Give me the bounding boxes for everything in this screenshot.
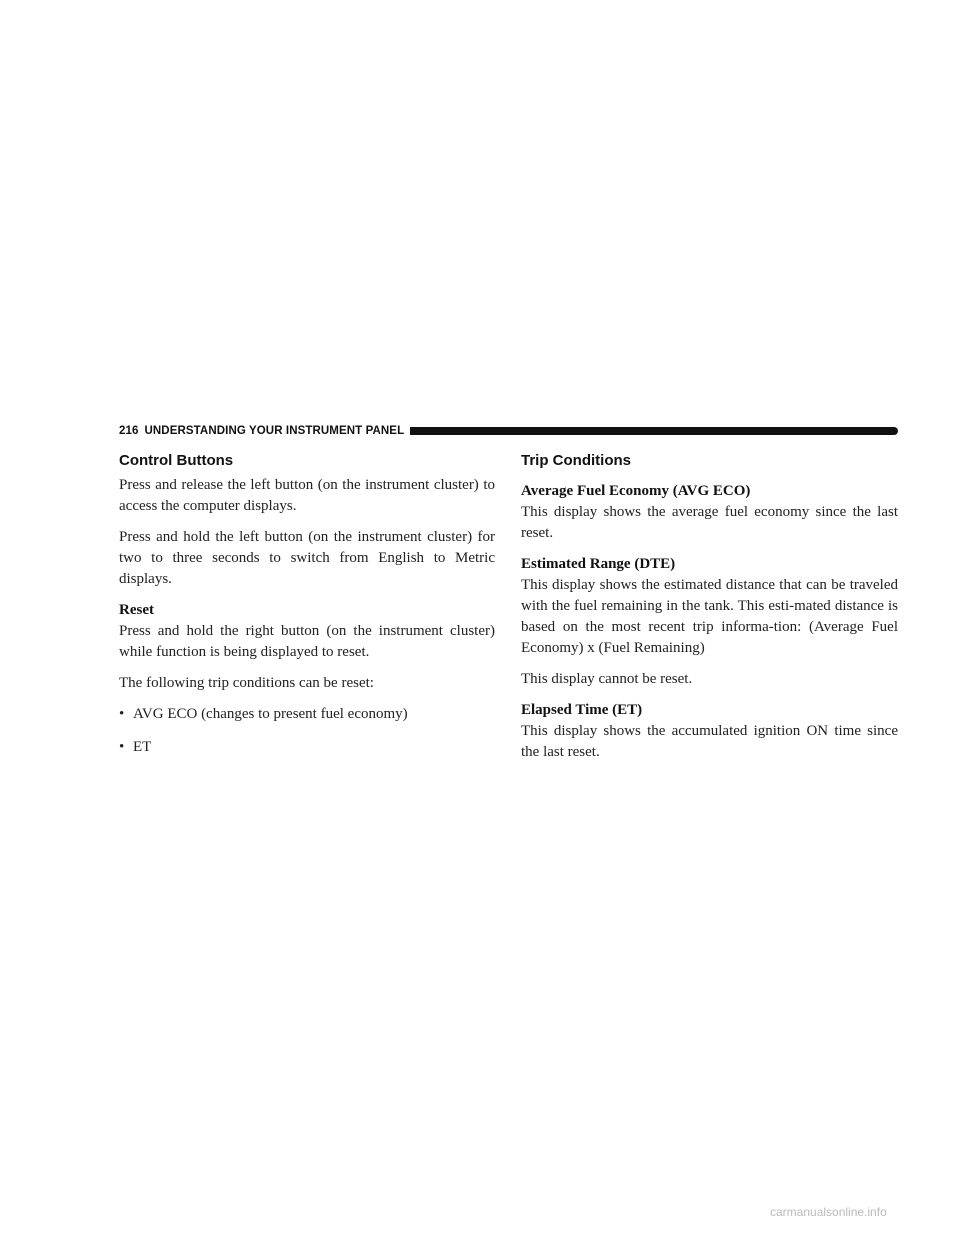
reset-list-intro: The following trip conditions can be reset: — [119, 675, 374, 691]
control-buttons-paragraph-2: Press and hold the left button (on the instrument cluster) for two to three seconds to switch from English to Metric displays. — [119, 529, 495, 587]
control-buttons-heading: Control Buttons — [119, 452, 234, 469]
header-rule — [410, 427, 898, 435]
avg-eco-paragraph: This display shows the average fuel economy since the last reset. — [521, 504, 898, 541]
dte-note: This display cannot be reset. — [521, 671, 693, 687]
right-column — [521, 446, 898, 773]
et-heading: Elapsed Time (ET) — [521, 702, 643, 718]
reset-paragraph: Press and hold the right button (on the instrument cluster) while function is being displayed to reset. — [119, 623, 495, 660]
reset-heading: Reset — [119, 602, 154, 618]
list-item — [119, 737, 495, 758]
bullet-icon: • — [119, 739, 125, 755]
dte-heading: Estimated Range (DTE) — [521, 556, 676, 572]
control-buttons-paragraph-1: Press and release the left button (on the instrument cluster) to access the computer displays. — [119, 477, 495, 514]
list-item — [119, 704, 495, 725]
list-item-text: AVG ECO (changes to present fuel economy) — [133, 706, 408, 722]
et-paragraph: This display shows the accumulated ignition ON time since the last reset. — [521, 723, 898, 760]
watermark: carmanualsonline.info — [770, 1205, 887, 1219]
list-item-text: ET — [133, 739, 152, 755]
section-title: UNDERSTANDING YOUR INSTRUMENT PANEL — [144, 424, 405, 437]
page-number: 216 — [119, 424, 139, 437]
bullet-icon: • — [119, 706, 125, 722]
dte-paragraph: This display shows the estimated distance that can be traveled with the fuel remaining in the tank. This esti-mated distance is based on the most recent trip informa-tion: (Average Fuel Economy) x (Fuel Remaining) — [521, 577, 898, 656]
avg-eco-heading: Average Fuel Economy (AVG ECO) — [521, 483, 751, 499]
left-column — [119, 446, 495, 770]
trip-conditions-heading: Trip Conditions — [521, 452, 631, 469]
page-header — [119, 423, 898, 438]
